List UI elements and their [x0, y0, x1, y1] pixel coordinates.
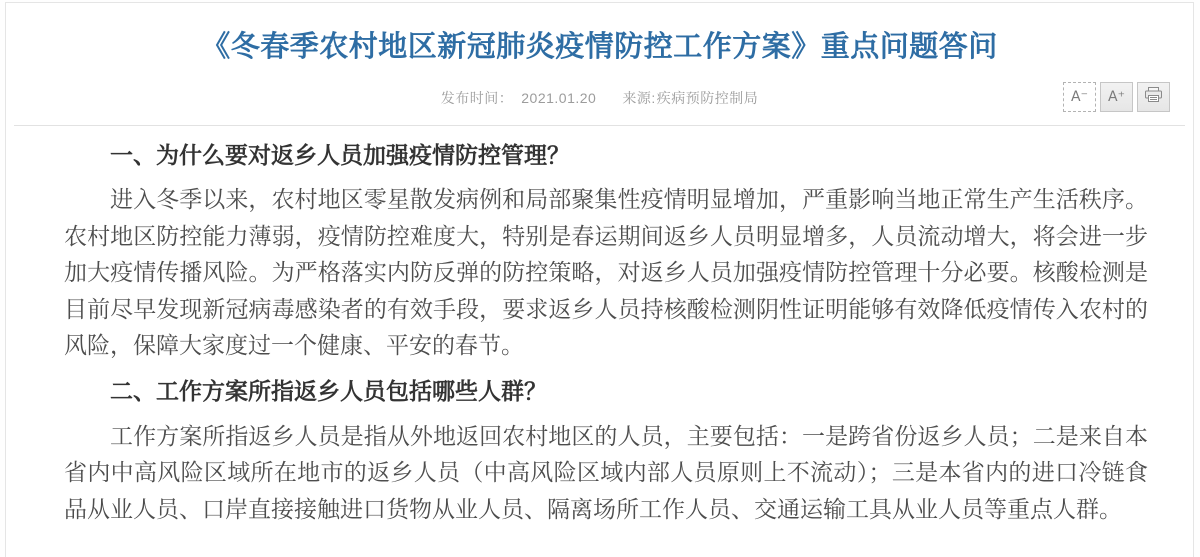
answer-paragraph-2: 工作方案所指返乡人员是指从外地返回农村地区的人员，主要包括：一是跨省份返乡人员；二是来自本省内中高风险区域所在地市的返乡人员（中高风险区域内部人员原则上不流动）；三是本省内的进口冷链食品从业人员、口岸直接接触进口货物从业人员、隔离场所工作人员、交通运输工具从业人员等重点人群。 [64, 423, 1148, 522]
publish-time-label: 发布时间： [440, 89, 514, 106]
page-title: 《冬春季农村地区新冠肺炎疫情防控工作方案》重点问题答问 [201, 31, 998, 63]
font-increase-button[interactable] [1100, 82, 1133, 112]
printer-icon [1145, 87, 1162, 106]
font-increase-icon: A⁺ [1108, 88, 1125, 105]
font-print-toolbar [1063, 82, 1170, 112]
print-button[interactable] [1137, 82, 1170, 112]
article-panel [5, 2, 1194, 557]
question-heading-1: 一、为什么要对返乡人员加强疫情防控管理？ [110, 141, 570, 168]
publish-date: 2021.01.20 [521, 89, 597, 106]
answer-paragraph-1: 进入冬季以来，农村地区零星散发病例和局部聚集性疫情明显增加，严重影响当地正常生产生活秩序。农村地区防控能力薄弱，疫情防控难度大，特别是春运期间返乡人员明显增多，人员流动增大，将会进一步加大疫情传播风险。为严格落实内防反弹的防控策略，对返乡人员加强疫情防控管理十分必要。核酸检测是目前尽早发现新冠病毒感染者的有效手段，要求返乡人员持核酸检测阴性证明能够有效降低疫情传入农村的风险，保障大家度过一个健康、平安的春节。 [64, 187, 1148, 359]
question-heading-2: 二、工作方案所指返乡人员包括哪些人群？ [110, 377, 547, 404]
meta-row [6, 82, 1193, 115]
article-body [6, 126, 1193, 529]
font-decrease-icon: A⁻ [1071, 88, 1088, 105]
font-decrease-button[interactable] [1063, 82, 1096, 112]
article-meta [6, 82, 1193, 108]
source-value: 疾病预防控制局 [656, 89, 759, 106]
source-label: 来源: [622, 89, 656, 106]
